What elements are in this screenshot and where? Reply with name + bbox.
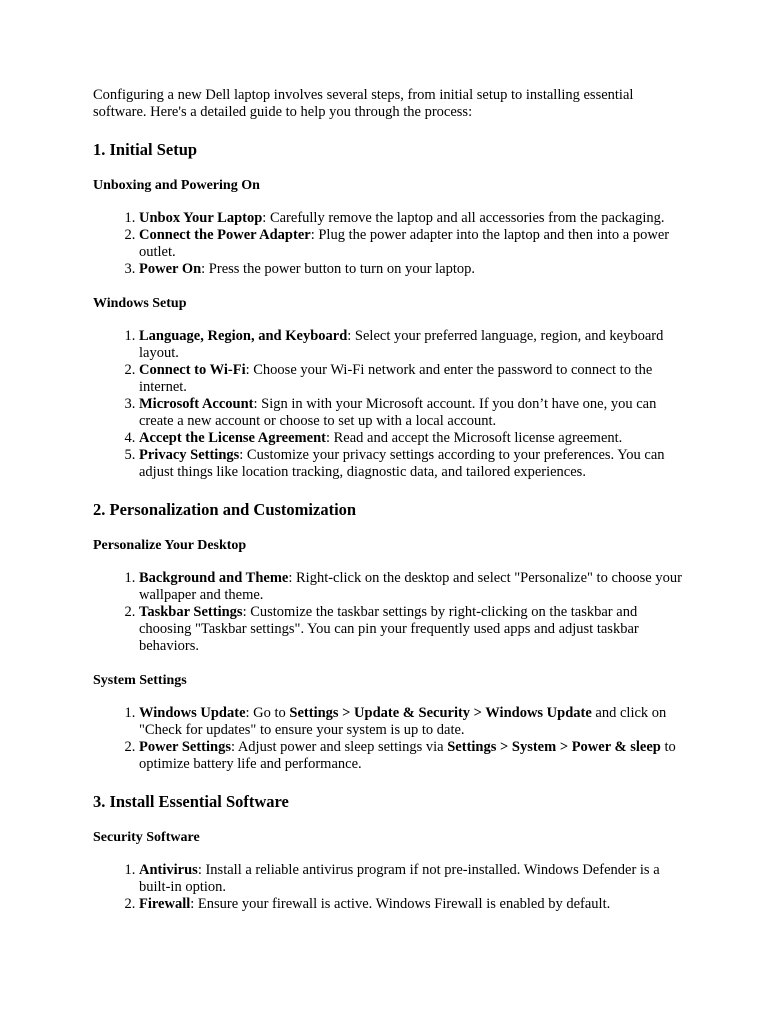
subsection-heading: Security Software <box>93 830 200 845</box>
item-text: : Select your preferred language, region, and keyboard layout. <box>139 328 664 361</box>
item-term: Privacy Settings <box>139 447 240 463</box>
numbered-list <box>93 862 688 913</box>
subsection-heading: Unboxing and Powering On <box>93 178 260 193</box>
item-text: : Plug the power adapter into the laptop and then into a power outlet. <box>139 227 670 260</box>
document-content <box>93 140 688 913</box>
list-item <box>139 430 688 447</box>
list-item <box>139 570 688 604</box>
numbered-list <box>93 328 688 481</box>
item-term: Language, Region, and Keyboard <box>139 328 348 344</box>
list-item <box>139 227 688 261</box>
item-text: and click on "Check for updates" to ensure your system is up to date. <box>139 705 667 738</box>
item-text: to optimize battery life and performance. <box>139 739 676 772</box>
item-text: : Adjust power and sleep settings via <box>230 739 448 755</box>
item-text: : Choose your Wi-Fi network and enter the password to connect to the internet. <box>139 362 653 395</box>
item-term: Connect to Wi-Fi <box>139 362 246 378</box>
item-term: Accept the License Agreement <box>139 430 326 446</box>
item-text: : Press the power button to turn on your laptop. <box>201 261 476 277</box>
item-text: : Customize the taskbar settings by right-clicking on the taskbar and choosing "Taskbar settings". You can pin your frequently used apps and adjust taskbar behaviors. <box>139 604 639 654</box>
list-item <box>139 604 688 655</box>
numbered-list <box>93 705 688 773</box>
item-term: Settings > Update & Security > Windows Update <box>289 705 592 721</box>
item-term: Microsoft Account <box>139 396 254 412</box>
item-text: : Install a reliable antivirus program if not pre-installed. Windows Defender is a built-in option. <box>139 862 660 895</box>
item-term: Unbox Your Laptop <box>139 210 263 226</box>
item-text: : Carefully remove the laptop and all accessories from the packaging. <box>262 210 665 226</box>
subsection-heading: Personalize Your Desktop <box>93 538 247 553</box>
item-text: : Go to <box>245 705 290 721</box>
item-text: : Read and accept the Microsoft license agreement. <box>325 430 623 446</box>
section-heading: 2. Personalization and Customization <box>93 500 357 519</box>
item-term: Connect the Power Adapter <box>139 227 311 243</box>
section-heading: 3. Install Essential Software <box>93 792 289 811</box>
item-term: Power On <box>139 261 202 277</box>
item-term: Power Settings <box>139 739 231 755</box>
list-item <box>139 362 688 396</box>
intro-paragraph: Configuring a new Dell laptop involves several steps, from initial setup to installing essential software. Here's a detailed guide to help you through the process: <box>93 87 634 120</box>
list-item <box>139 447 688 481</box>
numbered-list <box>93 210 688 278</box>
item-term: Background and Theme <box>139 570 289 586</box>
item-text: : Ensure your firewall is active. Windows Firewall is enabled by default. <box>190 896 611 912</box>
subsection-heading: Windows Setup <box>93 296 187 311</box>
item-term: Taskbar Settings <box>139 604 243 620</box>
list-item <box>139 210 688 227</box>
item-term: Settings > System > Power & sleep <box>447 739 661 755</box>
item-text: : Right-click on the desktop and select "Personalize" to choose your wallpaper and theme. <box>139 570 682 603</box>
list-item <box>139 705 688 739</box>
list-item <box>139 896 688 913</box>
item-term: Firewall <box>139 896 191 912</box>
list-item <box>139 261 688 278</box>
section-heading: 1. Initial Setup <box>93 140 198 159</box>
list-item <box>139 739 688 773</box>
numbered-list <box>93 570 688 655</box>
item-term: Windows Update <box>139 705 246 721</box>
item-term: Antivirus <box>139 862 198 878</box>
item-text: : Sign in with your Microsoft account. If you don’t have one, you can create a new account or choose to set up with a local account. <box>139 396 657 429</box>
list-item <box>139 396 688 430</box>
list-item <box>139 328 688 362</box>
subsection-heading: System Settings <box>93 673 187 688</box>
list-item <box>139 862 688 896</box>
item-text: : Customize your privacy settings according to your preferences. You can adjust things like location tracking, diagnostic data, and tailored experiences. <box>139 447 665 480</box>
